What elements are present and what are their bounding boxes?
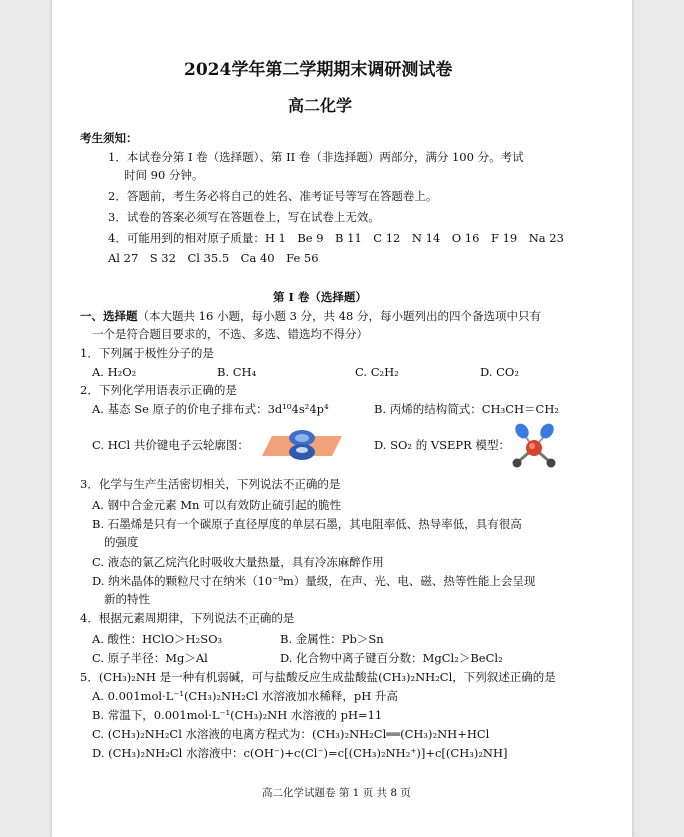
q3-stem-post: 的是 <box>317 477 341 491</box>
q5-option-b: B. 常温下，0.001mol·L⁻¹(CH₃)₂NH 水溶液的 pH=11 <box>92 708 383 722</box>
exam-subject: 高二化学 <box>288 96 353 115</box>
q1-option-c: C. C₂H₂ <box>355 365 399 379</box>
notice-heading: 考生须知： <box>80 131 138 145</box>
q3-option-a: A. 钢中合金元素 Mn 可以有效防止硫引起的脆性 <box>92 498 342 512</box>
q4-option-b: B. 金属性：Pb＞Sn <box>280 632 384 646</box>
page-footer: 高二化学试题卷 第 1 页 共 8 页 <box>262 787 411 799</box>
q3-option-d-cont: 新的特性 <box>104 592 150 606</box>
notice-item-4: 4．可能用到的相对原子质量：H 1 Be 9 B 11 C 12 N 14 O 16 F 19 Na 23 <box>108 231 564 245</box>
q3-option-b-cont: 的强度 <box>104 535 139 549</box>
q5-stem: 5．(CH₃)₂NH 是一种有机弱碱，可与盐酸反应生成盐酸盐(CH₃)₂NH₂Cl，下列叙述正确的是 <box>80 670 556 684</box>
q4-option-d: D. 化合物中离子键百分数：MgCl₂＞BeCl₂ <box>280 651 503 665</box>
section1-header <box>80 309 541 323</box>
q3-stem <box>80 477 340 491</box>
q3-stem-emphasis: 不正确 · · <box>283 477 318 491</box>
q1-option-a: A. H₂O₂ <box>92 365 137 379</box>
q4-option-a: A. 酸性：HClO＞H₂SO₃ <box>92 632 223 646</box>
q4-stem-post: 的是 <box>271 611 295 625</box>
section1-desc-cont: 一个是符合题目要求的，不选、多选、错选均不得分） <box>92 327 368 341</box>
q1-stem: 1．下列属于极性分子的是 <box>80 346 214 360</box>
q2-option-b: B. 丙烯的结构简式：CH₃CH＝CH₂ <box>374 402 559 416</box>
q4-option-c: C. 原子半径：Mg＞Al <box>92 651 208 665</box>
q1-option-d: D. CO₂ <box>480 365 519 379</box>
q1-option-b: B. CH₄ <box>217 365 257 379</box>
notice-item-1: 1．本试卷分第 I 卷（选择题）、第 II 卷（非选择题）两部分，满分 100 分。考试 <box>108 150 524 164</box>
notice-item-2: 2．答题前，考生务必将自己的姓名、准考证号等写在答题卷上。 <box>108 189 438 203</box>
section1-label: 一、选择题 <box>80 309 138 323</box>
q3-stem-pre: 3．化学与生产生活密切相关，下列说法 <box>80 477 283 491</box>
exam-title: 2024学年第二学期期末调研测试卷 <box>184 60 453 80</box>
q2-option-c: C. HCl 共价键电子云轮廓图： <box>92 438 249 452</box>
q4-stem-pre: 4．根据元素周期律，下列说法 <box>80 611 237 625</box>
so2-vsepr-model-image <box>508 420 560 472</box>
q3-option-d: D. 纳米晶体的颗粒尺寸在纳米（10⁻⁹m）量级，在声、光、电、磁、热等性能上会呈现 <box>92 574 536 588</box>
q2-option-a: A. 基态 Se 原子的价电子排布式：3d¹⁰4s²4p⁴ <box>92 402 329 416</box>
q5-option-d: D. (CH₃)₂NH₂Cl 水溶液中：c(OH⁻)+c(Cl⁻)=c[(CH₃)₂NH₂⁺)]+c[(CH₃)₂NH] <box>92 746 508 760</box>
q4-stem-emphasis: 不正确 · · <box>237 611 272 625</box>
q2-stem: 2．下列化学用语表示正确的是 <box>80 383 237 397</box>
exam-page <box>52 0 632 837</box>
section1-desc: （本大题共 16 小题，每小题 3 分，共 48 分，每小题列出的四个备选项中只有 <box>137 309 542 323</box>
notice-item-3: 3．试卷的答案必须写在答题卷上，写在试卷上无效。 <box>108 210 380 224</box>
q3-option-b: B. 石墨烯是只有一个碳原子直径厚度的单层石墨，其电阻率低、热导率低，具有很高 <box>92 517 522 531</box>
q4-stem <box>80 611 294 625</box>
notice-item-4-cont: Al 27 S 32 Cl 35.5 Ca 40 Fe 56 <box>108 251 319 265</box>
notice-item-1-cont: 时间 90 分钟。 <box>124 168 204 182</box>
hcl-electron-cloud-image <box>260 428 344 462</box>
q5-option-c: C. (CH₃)₂NH₂Cl 水溶液的电离方程式为：(CH₃)₂NH₂Cl══(CH₃)₂NH+HCl <box>92 727 490 741</box>
q5-option-a: A. 0.001mol·L⁻¹(CH₃)₂NH₂Cl 水溶液加水稀释，pH 升高 <box>92 689 398 703</box>
part1-title: 第 I 卷（选择题） <box>273 290 367 304</box>
q3-option-c: C. 液态的氯乙烷汽化时吸收大量热量，具有冷冻麻醉作用 <box>92 555 384 569</box>
q2-option-d: D. SO₂ 的 VSEPR 模型： <box>374 438 510 452</box>
